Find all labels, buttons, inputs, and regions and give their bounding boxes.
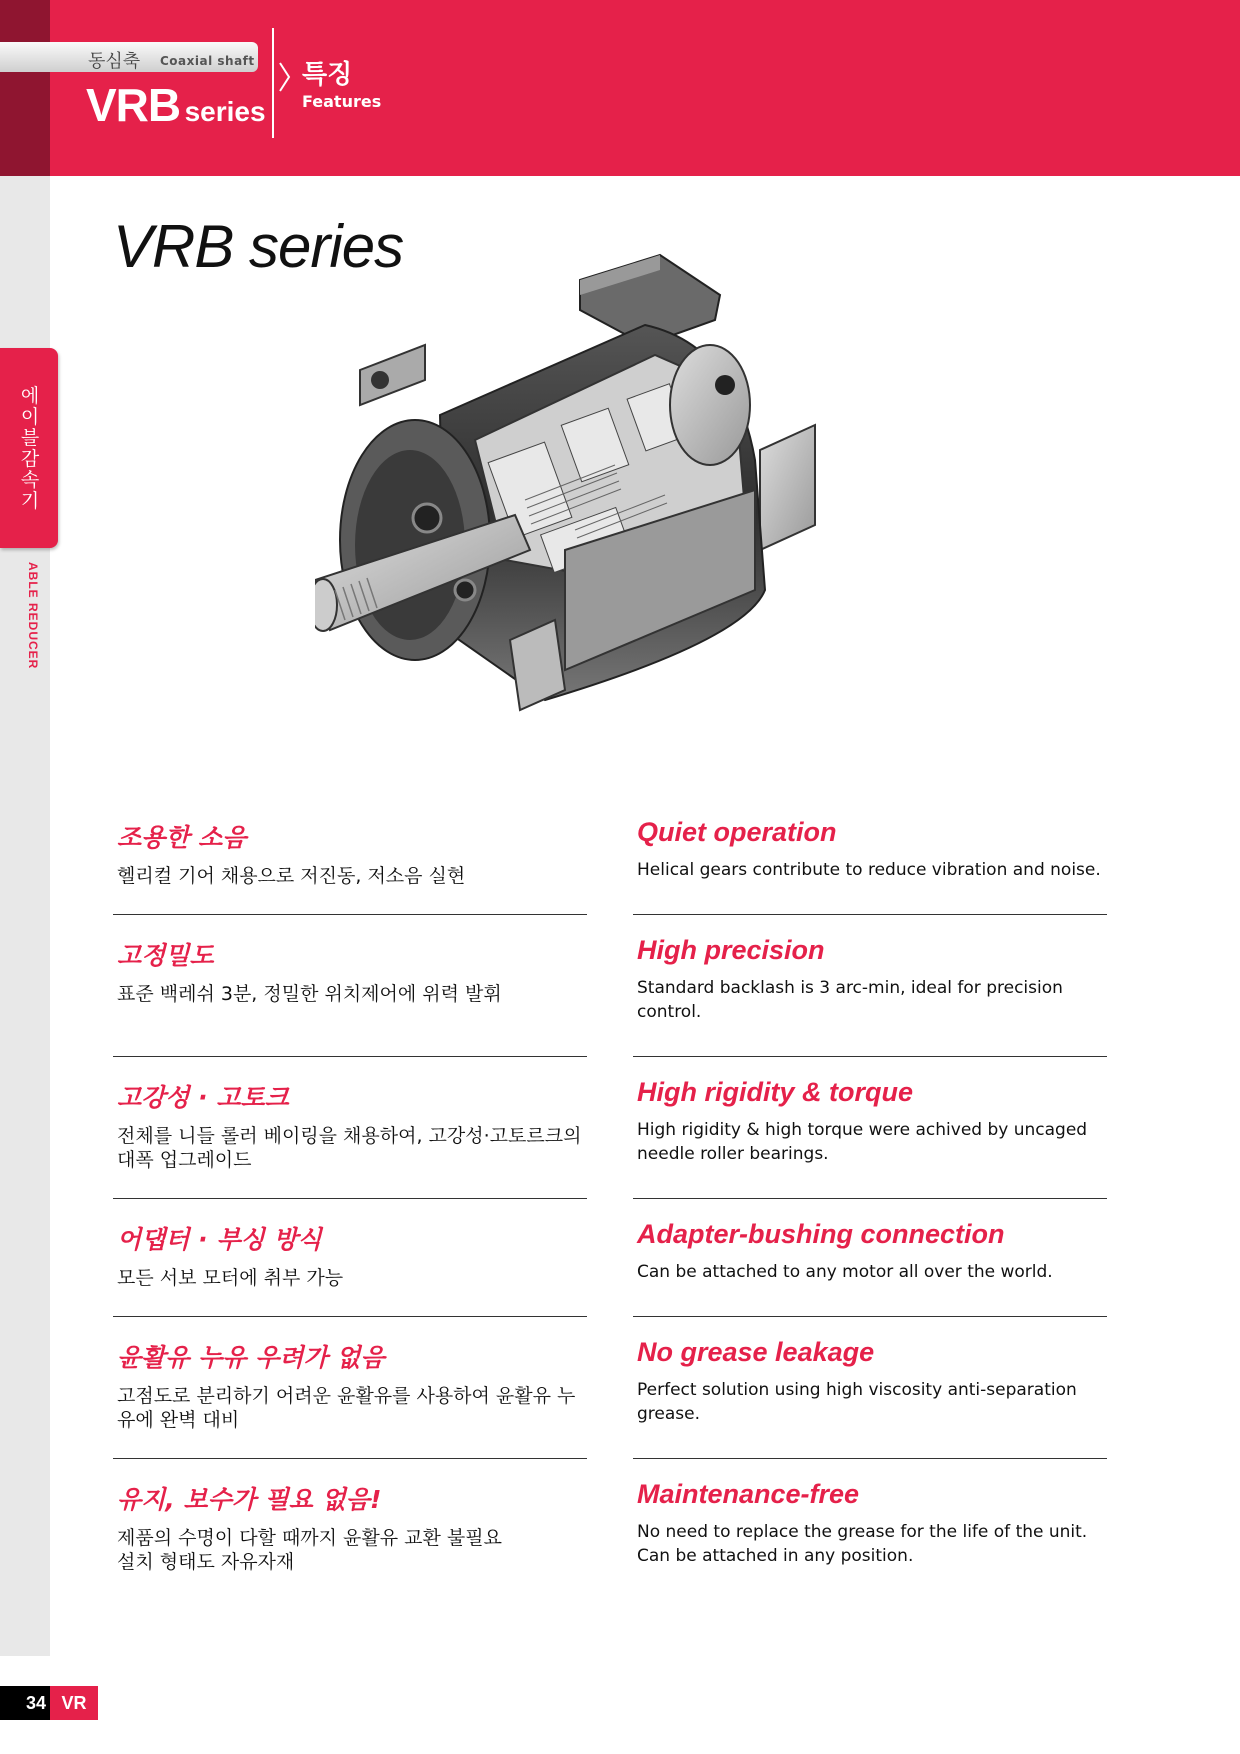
feature-title-ko: 고정밀도 [117, 941, 214, 970]
feature-divider [633, 1198, 1107, 1199]
brand-vertical-label: ABLE REDUCER [26, 562, 40, 670]
feature-desc-en: High rigidity & high torque were achived by uncaged needle roller bearings. [637, 1120, 1088, 1164]
feature-divider [633, 914, 1107, 915]
feature-desc-ko: 헬리컬 기어 채용으로 저진동, 저소음 실현 [117, 865, 466, 887]
feature-desc-en: No need to replace the grease for the life of the unit. Can be attached in any position. [637, 1522, 1088, 1566]
feature-title-ko: 유지, 보수가 필요 없음! [117, 1485, 382, 1514]
page-title: VRB series [113, 213, 404, 280]
feature-title-en: No grease leakage [637, 1337, 875, 1367]
section-code: VR [50, 1686, 98, 1720]
feature-ko-block [117, 818, 587, 888]
feature-desc-ko: 전체를 니들 롤러 베이링을 채용하여, 고강성·고토르크의 대폭 업그레이드 [117, 1125, 582, 1171]
series-label [86, 78, 266, 132]
feature-desc-ko: 고점도로 분리하기 어려운 윤활유를 사용하여 윤활유 누유에 완벽 대비 [117, 1385, 576, 1431]
feature-ko-block [117, 936, 587, 1006]
feature-divider [633, 1458, 1107, 1459]
feature-title-ko: 고강성 · 고토크 [117, 1083, 289, 1112]
header-divider [272, 28, 274, 138]
feature-divider [633, 1056, 1107, 1057]
feature-en-block [637, 1219, 1105, 1284]
sidebar-tab-label: 에이블감속기 [20, 385, 40, 512]
feature-divider [113, 1316, 587, 1317]
feature-en-block [637, 935, 1105, 1024]
feature-title-ko: 윤활유 누유 우려가 없음 [117, 1343, 385, 1372]
feature-divider [113, 914, 587, 915]
feature-divider [113, 1458, 587, 1459]
feature-title-en: Adapter-bushing connection [637, 1219, 1005, 1249]
feature-en-block [637, 817, 1105, 882]
feature-title-ko: 조용한 소음 [117, 823, 247, 852]
feature-divider [113, 1198, 587, 1199]
feature-desc-en: Can be attached to any motor all over the world. [637, 1262, 1053, 1282]
page-number: 34 [0, 1686, 50, 1720]
feature-title-en: High rigidity & torque [637, 1077, 913, 1107]
series-name: VRB [86, 79, 181, 131]
feature-title-en: Quiet operation [637, 817, 837, 847]
category-en: Coaxial shaft [160, 54, 255, 68]
feature-desc-ko: 제품의 수명이 다할 때까지 윤활유 교환 불필요 설치 형태도 자유자재 [117, 1527, 502, 1573]
feature-en-block [637, 1479, 1105, 1568]
feature-ko-block [117, 1220, 587, 1290]
feature-en-block [637, 1077, 1105, 1166]
feature-desc-en: Standard backlash is 3 arc-min, ideal for precision control. [637, 978, 1063, 1022]
section-title-en: Features [302, 92, 382, 111]
header-dark-strip [0, 0, 50, 176]
feature-desc-en: Helical gears contribute to reduce vibration and noise. [637, 860, 1101, 880]
feature-desc-ko: 모든 서보 모터에 취부 가능 [117, 1267, 344, 1289]
feature-divider [633, 1316, 1107, 1317]
gearbox-cutaway-image [315, 250, 895, 790]
feature-title-en: Maintenance-free [637, 1479, 860, 1509]
section-title-ko: 특징 [302, 60, 353, 90]
feature-desc-ko: 표준 백레쉬 3분, 정밀한 위치제어에 위력 발휘 [117, 983, 502, 1005]
feature-ko-block [117, 1078, 587, 1172]
chevron-right-icon [279, 62, 291, 92]
feature-ko-block [117, 1338, 587, 1432]
feature-desc-en: Perfect solution using high viscosity anti-separation grease. [637, 1380, 1077, 1424]
feature-title-ko: 어댑터 · 부싱 방식 [117, 1225, 322, 1254]
feature-ko-block [117, 1480, 587, 1574]
feature-divider [113, 1056, 587, 1057]
series-suffix: series [184, 96, 266, 127]
category-ko: 동심축 [88, 51, 141, 72]
feature-title-en: High precision [637, 935, 825, 965]
feature-en-block [637, 1337, 1105, 1426]
